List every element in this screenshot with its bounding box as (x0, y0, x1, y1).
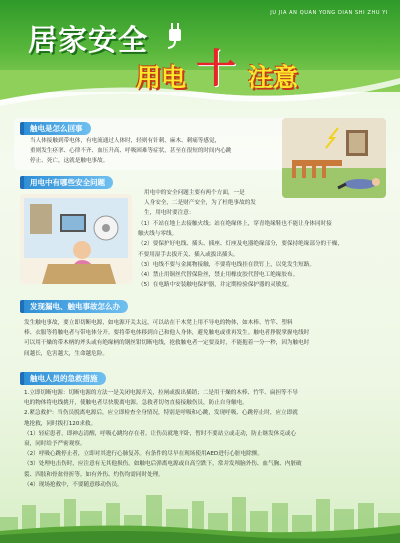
section4-line: 裂、四肢和骨盆骨折等。如有外伤、灼伤均需同时处理。 (24, 471, 164, 478)
title-sub: 用电 (136, 63, 187, 92)
plug-icon (164, 23, 186, 49)
section2-rule: 不要用湿手去拔开关、插入或拔出插头。 (138, 251, 239, 258)
section4-text (24, 388, 386, 490)
section1-text (30, 136, 270, 167)
section2-rule: （5）在电路中安装触电保护器，并定期检验保护器的灵敏度。 (138, 282, 293, 289)
section4-line: （1）轻症患者，即神志清醒，呼吸心跳均存在者。让伤员就地平卧，暂时不要站立或走动，防止继发休克或心 (24, 430, 297, 437)
section2-line: 用电中的安全问题主要有两个方面，一是 (144, 190, 245, 196)
section3-title: 发现漏电、触电事故怎么办 (24, 300, 128, 313)
section2-rule: （2）要保护好电线、插头、插座、灯座及电器绝缘部分，要保持绝缘部分的干燥， (138, 241, 343, 248)
section3-text (24, 318, 384, 359)
section4-line: （2）呼吸心跳停止者，立即对其进行心肺复苏。有条件的尽早在现场使用AED进行心脏电除颤。 (24, 451, 263, 458)
section2-intro (144, 188, 374, 219)
section3-line: 棒、衣服等将触电者与带电体分开。要将带电体移到自己和他人身体，避免触电或重再发生。触电者挣脱掌握电线时 (24, 330, 310, 337)
section1-line: 当人体接触到带电体，有电流通过人体时，轻则有针刺、麻木、刺痛等感觉， (30, 138, 221, 144)
title-ten: 十 (196, 46, 236, 92)
city-skyline-illustration (0, 483, 400, 543)
electric-shock-illustration (282, 118, 386, 198)
section1-line: 停止、死亡，这就是触电事故。 (30, 158, 109, 165)
title-zhuyi: 注意 (248, 63, 299, 92)
section4-line: 2.紧急救护：当伤员脱离电源后，应立即检查全身情况，特别是呼吸和心跳，发现呼吸、心跳停止时，应立即就 (24, 410, 298, 417)
section4-line: （4）现场抢救中，不要随意移动伤员。 (24, 481, 123, 488)
section4-title: 触电人员的急救措施 (24, 372, 106, 385)
section2-line: 人身安全，二是财产安全，为了杜绝事故的发 (144, 200, 256, 207)
section2-rule: （3）电线不要与金属物接触，不要将电线挂在铁钉上，以免发生短路。 (138, 261, 315, 268)
household-appliance-illustration (20, 194, 132, 284)
section3-line: 可以用干燥的带木柄的斧头或有绝缘柄的钢丝钳切断电线，抢救触电者一定要及时，不能抱着一分一秒，因为触电时 (24, 340, 310, 347)
section2-title: 用电中有哪些安全问题 (24, 176, 113, 189)
section4-line: 衰，同时给予严密观察。 (24, 441, 86, 448)
section1-title: 触电是怎么回事 (24, 122, 91, 135)
section2-rule: （4）禁止用铜丝代替保险丝，禁止用橡皮胶代替电工绝缘胶布。 (138, 272, 299, 279)
section2-rules (138, 219, 388, 290)
section3-line: 间越长，危害越大，生命越危险。 (24, 350, 108, 357)
section4-line: 地抢救，同时拨打120求救。 (24, 420, 97, 427)
pinyin-subtitle: JU JIA AN QUAN YONG DIAN SHI ZHU YI (270, 10, 388, 16)
section2-rule: （1）不站在地上去接触火线；站在绝缘体上，穿青绝缘鞋也不能让身体同时接 (138, 221, 332, 227)
title-main: 居家安全 (28, 23, 149, 57)
section4-line: 1.立即切断电源：切断电源的方法一是关闭电源开关，拉闸或拔出插销；二是用干燥的木棒、竹竿、扁担等不导 (24, 390, 298, 396)
section3-line: 发生触电事故，要立即切断电源，如电源开关太远，可以站在干木凳上用不导电的物体，如木棒、竹竿、塑料 (24, 320, 293, 326)
section1-line: 重则发生痉挛、心律不齐、血压升高、呼吸困难等症状，甚至在很短的时间内心跳 (30, 148, 232, 155)
section2-line: 生，用电时要注意： (144, 210, 195, 217)
section4-line: （3）处理电击伤时，应注意有无其他损伤。如触电后弹离电源或自高空跌下，常并发颅脑外伤、血气胸、内脏破 (24, 461, 302, 468)
section4-line: 电的物体将电线挑开，使触电者尽快脱离电源。急救者切勿直接接触伤员，防止自身触电。 (24, 400, 248, 407)
section2-rule: 触火线与零线。 (138, 231, 178, 238)
